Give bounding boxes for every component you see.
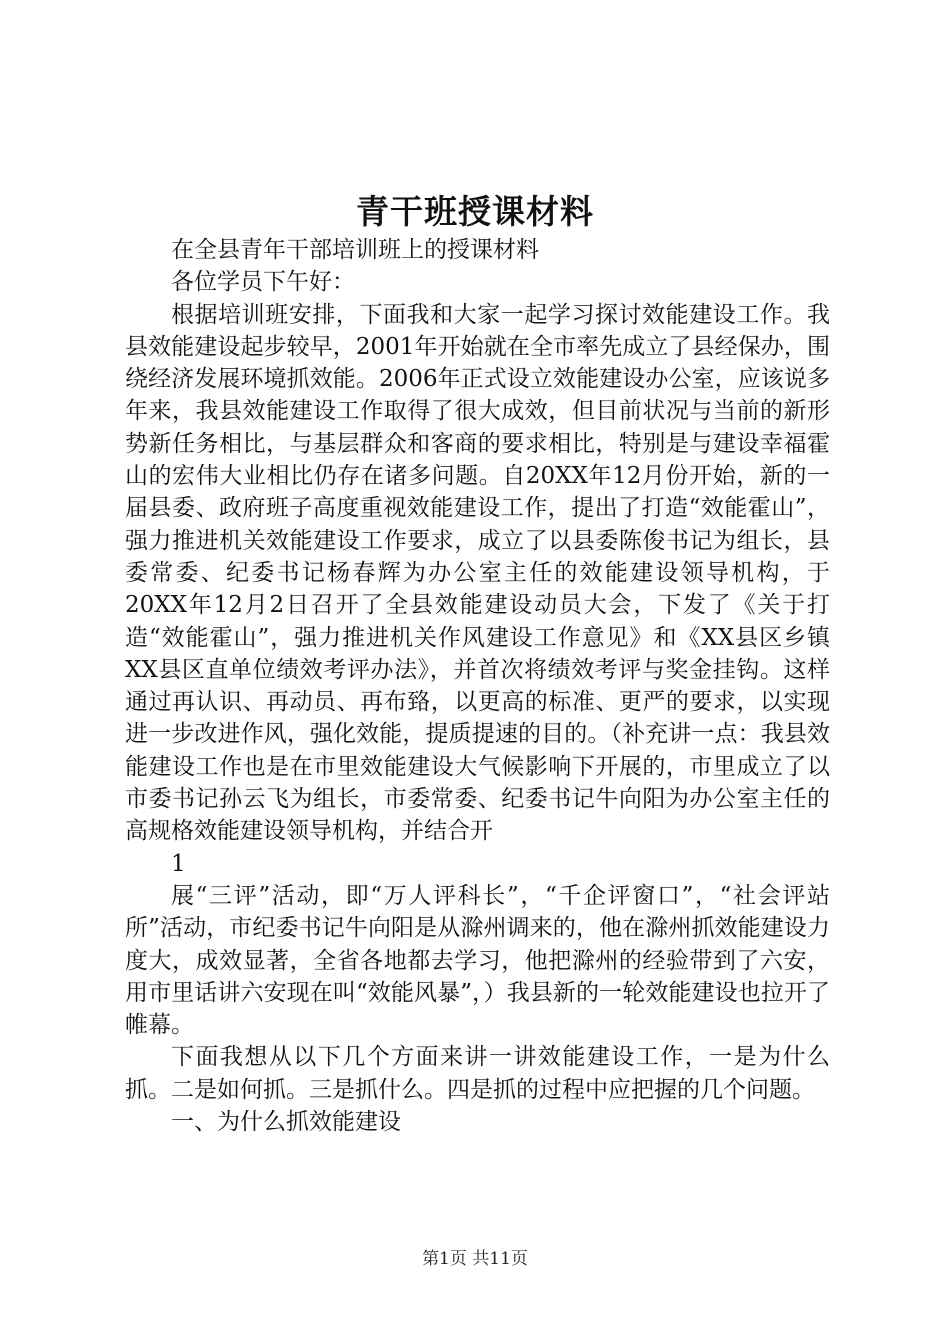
body-paragraph: 下面我想从以下几个方面来讲一讲效能建设工作，一是为什么抓。二是如何抓。三是抓什么。四是抓的过程中应把握的几个问题。 bbox=[125, 1044, 830, 1103]
document-title: 青干班授课材料 bbox=[356, 192, 594, 231]
body-paragraph: 展“三评”活动，即“万人评科长”，“千企评窗口”，“社会评站所”活动，市纪委书记牛向阳是从滁州调来的，他在滁州抓效能建设力度大，成效显著，全省各地都去学习，他把滁州的经验带到了六安，用市里话讲六安现在叫“效能风暴”，）我县新的一轮效能建设也拉开了帷幕。 bbox=[125, 882, 830, 1039]
subtitle-line: 在全县青年干部培训班上的授课材料 bbox=[171, 237, 539, 263]
page-footer: 第1页 共11页 bbox=[422, 1249, 528, 1269]
document-body bbox=[125, 234, 830, 1138]
greeting-line: 各位学员下午好： bbox=[171, 269, 355, 296]
section-heading: 一、为什么抓效能建设 bbox=[171, 1109, 401, 1136]
inline-page-number: 1 bbox=[171, 850, 186, 877]
body-paragraph: 根据培训班安排，下面我和大家一起学习探讨效能建设工作。我县效能建设起步较早，2001年开始就在全市率先成立了县经保办，围绕经济发展环境抓效能。2006年正式设立效能建设办公室，应该说多年来，我县效能建设工作取得了很大成效，但目前状况与当前的新形势新任务相比，与基层群众和客商的要求相比，特别是与建设幸福霍山的宏伟大业相比仍存在诸多问题。自20XX年12月份开始，新的一届县委、政府班子高度重视效能建设工作，提出了打造“效能霍山”，强力推进机关效能建设工作要求，成立了以县委陈俊书记为组长，县委常委、纪委书记杨春辉为办公室主任的效能建设领导机构，于20XX年12月2日召开了全县效能建设动员大会，下发了《关于打造“效能霍山”，强力推进机关作风建设工作意见》和《XX县区乡镇XX县区直单位绩效考评办法》，并首次将绩效考评与奖金挂钩。这样通过再认识、再动员、再布臵，以更高的标准、更严的要求，以实现进一步改进作风，强化效能，提质提速的目的。（补充讲一点：我县效能建设工作也是在市里效能建设大气候影响下开展的，市里成立了以市委书记孙云飞为组长，市委常委、纪委书记牛向阳为办公室主任的高规格效能建设领导机构，并结合开 bbox=[125, 301, 830, 845]
